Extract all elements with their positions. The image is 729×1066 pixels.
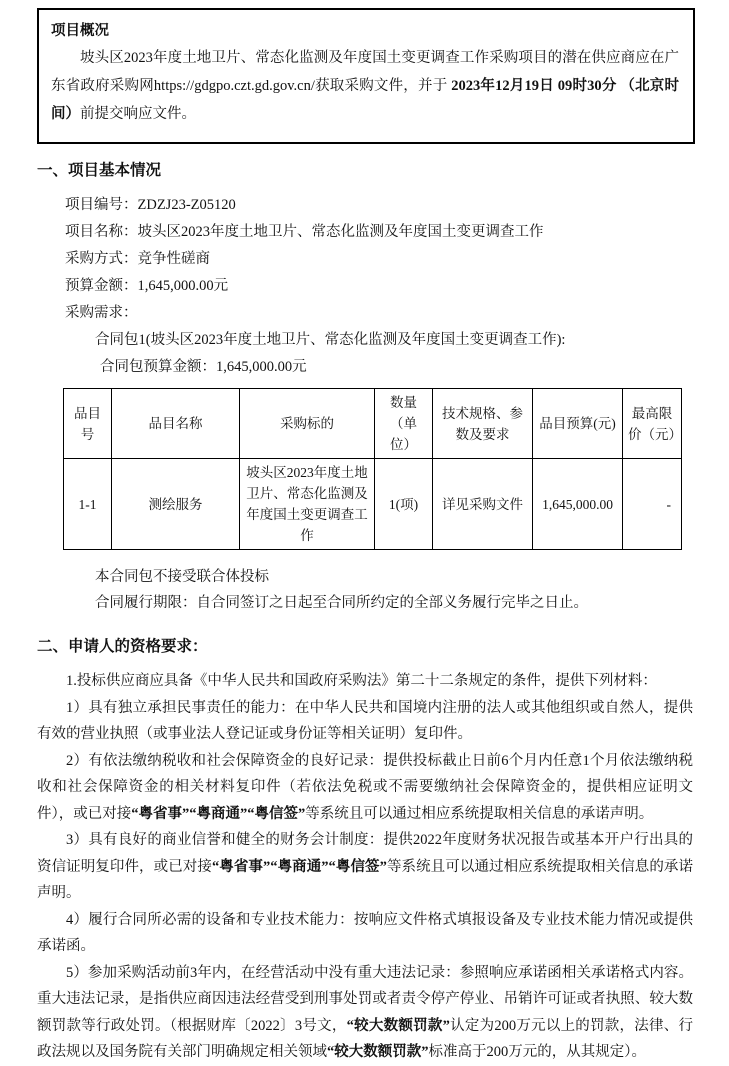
text-run: 5）参加采购活动前3年内，在经营活动中没有重大违法记录：参照响应承诺函相关承诺格式内容。重大违法记录，是指供应商因违法经营受到刑事处罚或者责令停产停业、吊销许可证或者执照、较大数额罚款等行政处罚。（根据财库〔2022〕3号文， (37, 964, 693, 1034)
qualification-paragraph-2 (37, 695, 693, 748)
table-header-cell: 数量（单位） (375, 389, 433, 459)
table-header-row (64, 389, 682, 459)
contract-budget-line: 合同包预算金额：1,645,000.00元 (100, 359, 307, 375)
table-row (64, 459, 682, 550)
table-cell: 1-1 (64, 459, 112, 550)
table-header-cell: 采购标的 (240, 389, 375, 459)
section1-heading: 一、项目基本情况 (37, 162, 162, 179)
text-run: 3）具有良好的商业信誉和健全的财务会计制度：提供2022年度财务状况报告或基本开户行出具的资信证明复印件，或已对接 (37, 832, 693, 875)
note-contract-period: 合同履行期限：自合同签订之日起至合同所约定的全部义务履行完毕之日止。 (95, 595, 588, 611)
section2-heading: 二、申请人的资格要求： (37, 638, 208, 655)
text-run: 坡头区2023年度土地卫片、常态化监测及年度国土变更调查工作采购项目的潜在供应商应在广东省政府采购网 (51, 50, 679, 94)
text-run: “较大数额罚款” (327, 1044, 429, 1060)
qualification-paragraph-5 (37, 907, 693, 960)
qualification-paragraph-4 (37, 827, 693, 907)
text-run: 1.投标供应商应具备《中华人民共和国政府采购法》第二十二条规定的条件，提供下列材料： (66, 673, 657, 689)
table-header-cell: 技术规格、参数及要求 (433, 389, 533, 459)
table-body (64, 459, 682, 550)
text-run: 2）有依法缴纳税收和社会保障资金的良好记录：提供投标截止日前6个月内任意1个月依法缴纳税收和社会保障资金的相关材料复印件（若依法免税或不需要缴纳社会保障资金的，提供相应证明文件），或已对接 (37, 752, 693, 822)
table-cell: - (623, 459, 682, 550)
field-procurement-method: 采购方式：竞争性磋商 (65, 251, 210, 267)
table-header-cell: 最高限价（元） (623, 389, 682, 459)
text-run: 前提交响应文件。 (80, 106, 196, 122)
field-procurement-demand: 采购需求： (65, 305, 138, 321)
overview-paragraph (51, 44, 679, 128)
text-run: 4）履行合同所必需的设备和专业技术能力：按响应文件格式填报设备及专业技术能力情况或提供承诺函。 (37, 911, 693, 954)
text-run: 等系统且可以通过相应系统提取相关信息的承诺声明。 (305, 805, 654, 822)
deadline-datetime: 2023年12月19日 09时30分 （北京时间） (51, 78, 680, 122)
text-run: “粤省事”“粤商通”“粤信签” (131, 805, 306, 822)
note-no-consortium: 本合同包不接受联合体投标 (95, 569, 269, 585)
qualification-paragraph-6 (37, 960, 693, 1066)
procurement-url: https://gdgpo.czt.gd.gov.cn/ (153, 78, 315, 94)
qualification-paragraph-1 (37, 668, 693, 695)
table-cell: 测绘服务 (112, 459, 240, 550)
table-header-cell: 品目号 (64, 389, 112, 459)
table-cell: 1(项) (375, 459, 433, 550)
table-header-cell: 品目名称 (112, 389, 240, 459)
field-budget-amount: 预算金额：1,645,000.00元 (65, 278, 229, 294)
text-run: “较大数额罚款” (346, 1017, 450, 1034)
table-cell: 1,645,000.00 (533, 459, 623, 550)
table-cell: 详见采购文件 (433, 459, 533, 550)
qualification-paragraph-3 (37, 748, 693, 828)
text-run: 认定为200万元以上的罚款，法律、行政法规以及国务院有关部门明确规定相关领域 (37, 1017, 694, 1060)
contract-notes (37, 564, 693, 616)
procurement-items-table (63, 388, 682, 550)
table-cell: 坡头区2023年度土地卫片、常态化监测及年度国土变更调查工作 (240, 459, 375, 550)
project-overview-box (37, 8, 695, 144)
overview-title: 项目概况 (51, 23, 109, 39)
field-project-name: 项目名称：坡头区2023年度土地卫片、常态化监测及年度国土变更调查工作 (65, 224, 544, 240)
text-run: 1）具有独立承担民事责任的能力：在中华人民共和国境内注册的法人或其他组织或自然人，提供有效的营业执照（或事业法人登记证或身份证等相关证明）复印件。 (37, 699, 693, 742)
text-run: “粤省事”“粤商通”“粤信签” (211, 858, 387, 875)
text-run: 获取采购文件，并于 (314, 78, 452, 94)
table-header-row (64, 389, 682, 459)
contract-package-line: 合同包1(坡头区2023年度土地卫片、常态化监测及年度国土变更调查工作): (95, 332, 566, 348)
table-header-cell: 品目预算(元) (533, 389, 623, 459)
text-run: 标准高于200万元的，从其规定）。 (428, 1044, 646, 1060)
field-project-number: 项目编号：ZDZJ23-Z05120 (65, 197, 236, 213)
text-run: 等系统且可以通过相应系统提取相关信息的承诺声明。 (37, 858, 694, 901)
